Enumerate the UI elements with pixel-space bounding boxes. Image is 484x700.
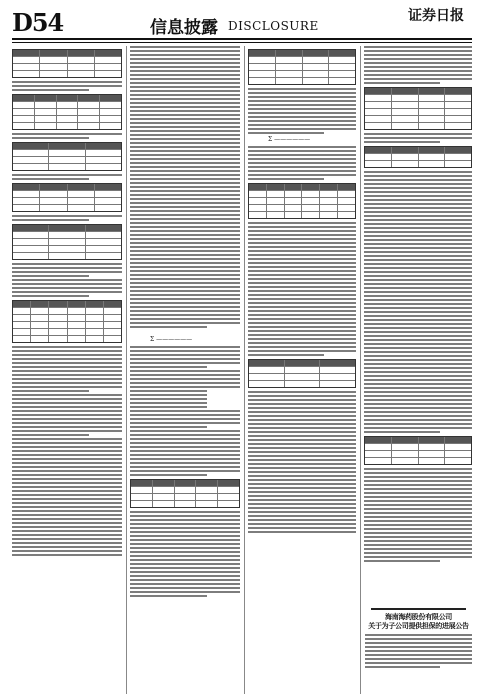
data-table [364,436,472,465]
announcement-company: 海南海药股份有限公司 [385,613,452,621]
data-table [12,49,122,78]
announcement-subject: 关于为子公司提供担保的进展公告 [368,622,469,630]
column-2 [130,46,240,694]
data-table [12,94,122,130]
data-table [364,87,472,130]
data-table [248,183,356,219]
data-table [12,300,122,343]
section-title-cn: 信息披露 [150,18,218,38]
column-divider [126,46,127,694]
header-rule [12,38,472,40]
announcement-block [365,608,472,670]
page-header [0,0,484,44]
header-rule-thin [12,42,472,43]
data-table [12,142,122,171]
data-table [130,479,240,508]
data-table [248,49,356,85]
data-table [12,224,122,260]
section-title-en: DISCLOSURE [228,19,319,33]
formula: Σ —————— [268,136,311,143]
newspaper-logo: 证券日报 [408,8,464,24]
formula: Σ —————— [150,336,193,343]
column-3 [248,46,356,694]
data-table [364,146,472,168]
column-1 [12,46,122,694]
column-divider [244,46,245,694]
data-table [248,359,356,388]
page-number: D54 [12,8,64,37]
data-table [12,183,122,212]
column-divider [360,46,361,694]
column-4 [364,46,472,604]
